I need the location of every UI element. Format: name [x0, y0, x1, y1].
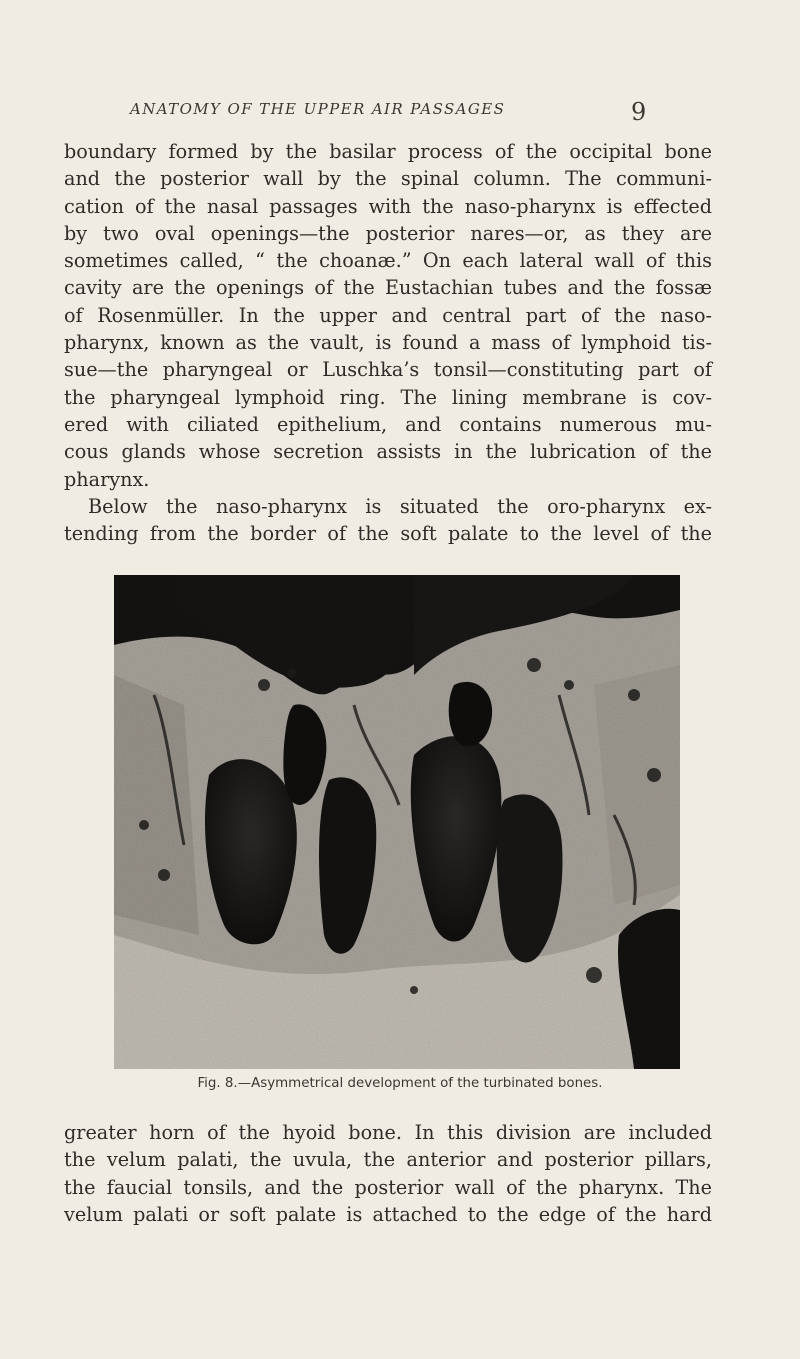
figure-turbinated-bones-photo [114, 575, 680, 1069]
text-line: velum palati or soft palate is attached to the edge of the hard [64, 1202, 712, 1226]
text-line: pharynx, known as the vault, is found a mass of lymphoid tis- [64, 331, 712, 355]
paragraph-bottom [64, 1119, 712, 1228]
text-line: Below the naso-pharynx is situated the oro-pharynx ex- [88, 494, 712, 518]
text-line: ered with ciliated epithelium, and contains numerous mu- [64, 412, 712, 436]
text-line: cation of the nasal passages with the naso-pharynx is effected [64, 194, 712, 218]
text-line: the faucial tonsils, and the posterior wall of the pharynx. The [64, 1175, 712, 1199]
text-line: greater horn of the hyoid bone. In this division are included [64, 1121, 712, 1144]
text-line: sometimes called, “ the choanæ.” On each lateral wall of this [64, 249, 712, 273]
text-line: cavity are the openings of the Eustachian tubes and the fossæ [64, 276, 712, 300]
text-line: boundary formed by the basilar process of the occipital bone [64, 140, 712, 163]
paragraph-top [64, 138, 712, 547]
text-line: and the posterior wall by the spinal column. The communi- [64, 167, 712, 191]
text-line: pharynx. [64, 467, 150, 491]
text-line: cous glands whose secretion assists in the lubrication of the [64, 440, 712, 464]
running-header [0, 96, 800, 126]
page-number: 9 [631, 98, 647, 126]
figure-caption: Fig. 8.—Asymmetrical development of the turbinated bones. [197, 1076, 603, 1091]
text-line: by two oval openings—the posterior nares—or, as they are [64, 221, 712, 245]
text-line: the pharyngeal lymphoid ring. The lining membrane is cov- [64, 385, 712, 409]
text-line: sue—the pharyngeal or Luschka’s tonsil—constituting part of [64, 358, 712, 382]
text-line: tending from the border of the soft palate to the level of the [64, 522, 712, 546]
text-line: of Rosenmüller. In the upper and central part of the naso- [64, 303, 712, 327]
running-title: ANATOMY OF THE UPPER AIR PASSAGES [130, 100, 506, 118]
text-line: the velum palati, the uvula, the anterior and posterior pillars, [64, 1148, 712, 1172]
